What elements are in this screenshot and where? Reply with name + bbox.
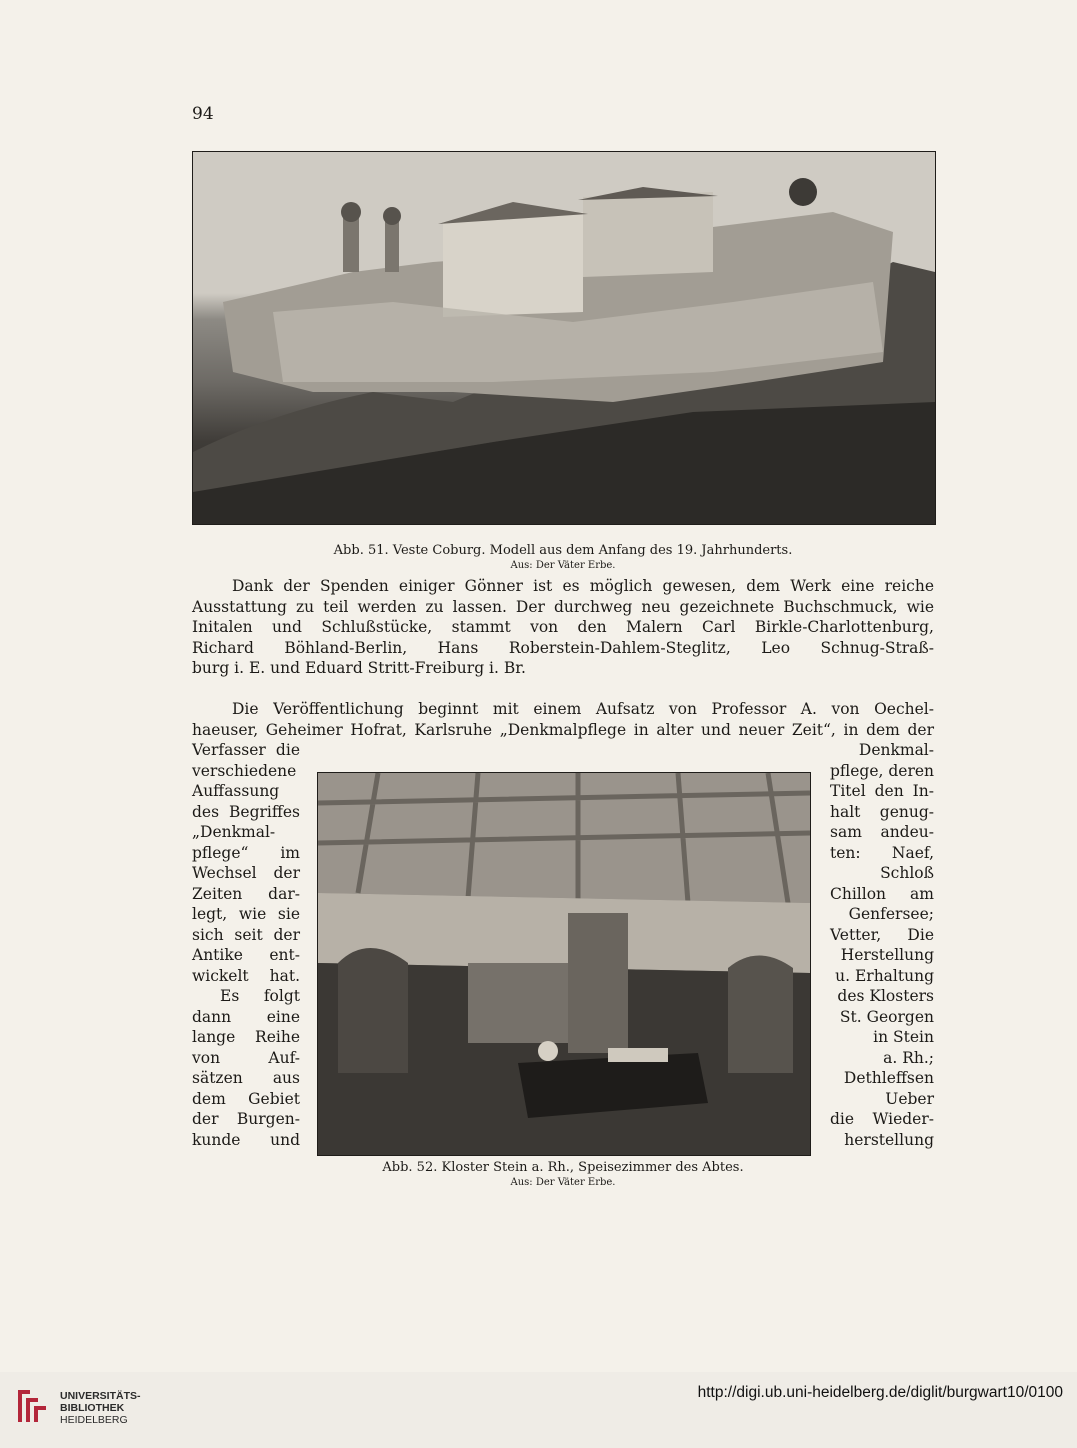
- paragraph-1: [192, 576, 934, 679]
- text-line: pflege“ im: [192, 843, 300, 862]
- source-url-link[interactable]: http://digi.ub.uni-heidelberg.de/diglit/burgwart10/0100: [697, 1384, 1063, 1401]
- text-line: Ausstattung zu teil werden zu lassen. Der durchweg neu gezeichnete Buchschmuck, wie: [192, 597, 934, 616]
- text-line: halt genug-: [830, 802, 934, 821]
- text-line: wickelt hat.: [192, 966, 300, 985]
- figure-dining-room-image: [317, 772, 811, 1156]
- text-line: kunde und: [192, 1130, 300, 1149]
- library-name-line: BIBLIOTHEK: [60, 1402, 125, 1414]
- text-line: „Denkmal-: [192, 823, 276, 841]
- text-line: Zeiten dar-: [192, 884, 300, 903]
- text-line: haeuser, Geheimer Hofrat, Karlsruhe „Denkmalpflege in alter und neuer Zeit“, in dem der: [192, 720, 934, 739]
- text-line: von Auf-: [192, 1048, 300, 1067]
- text-line: die Wieder-: [830, 1110, 934, 1128]
- text-line: Dank der Spenden einiger Gönner ist es möglich gewesen, dem Werk eine reiche: [232, 577, 934, 595]
- text-line: Ueber: [885, 1089, 934, 1108]
- text-line: Genfersee;: [848, 905, 934, 923]
- library-name: [60, 1390, 141, 1426]
- text-line: Auffassung: [192, 782, 280, 800]
- text-line: Richard Böhland-Berlin, Hans Roberstein-Dahlem-Steglitz, Leo Schnug-Straß-: [192, 638, 934, 657]
- text-line: a. Rh.;: [883, 1048, 934, 1067]
- figure-51-caption: [192, 543, 934, 571]
- library-logo-icon: [14, 1386, 50, 1426]
- wrap-text-left: [192, 740, 300, 1150]
- text-line: Es folgt: [220, 987, 300, 1005]
- text-line: des Klosters: [837, 987, 934, 1005]
- library-name-line: UNIVERSITÄTS-: [60, 1390, 141, 1402]
- text-line: Titel den In-: [830, 782, 934, 800]
- text-line: dann eine: [192, 1007, 300, 1026]
- text-line: dem Gebiet: [192, 1089, 300, 1108]
- text-line: Chillon am: [830, 884, 934, 903]
- text-line: Die Veröffentlichung beginnt mit einem Aufsatz von Professor A. von Oechel-: [232, 700, 934, 718]
- text-line: Verfasser die: [192, 741, 300, 759]
- library-name-line: HEIDELBERG: [60, 1414, 128, 1426]
- text-line: ten: Naef,: [830, 843, 934, 862]
- text-line: sich seit der: [192, 925, 300, 944]
- text-line: Denkmal-: [858, 741, 934, 759]
- text-line: Herstellung: [840, 946, 934, 964]
- text-line: Dethleffsen: [843, 1069, 934, 1087]
- figure-51-caption-text: Abb. 51. Veste Coburg. Modell aus dem Anfang des 19. Jahrhunderts.: [333, 543, 793, 558]
- text-line: der Burgen-: [192, 1110, 300, 1128]
- text-line: St. Georgen: [839, 1007, 934, 1026]
- text-line: pflege, deren: [830, 761, 935, 780]
- text-line: lange Reihe: [192, 1028, 300, 1046]
- text-line: herstellung: [844, 1130, 934, 1149]
- text-line: u. Erhaltung: [835, 966, 934, 985]
- text-line: des Begriffes: [192, 802, 300, 821]
- text-line: in Stein: [873, 1028, 934, 1046]
- figure-52-caption: [317, 1160, 809, 1188]
- text-line: Schloß: [880, 864, 934, 882]
- paragraph-2: [192, 699, 934, 740]
- wrap-text-right: [830, 740, 934, 1150]
- text-line: legt, wie sie: [192, 905, 300, 923]
- text-line: Initalen und Schlußstücke, stammt von den Malern Carl Birkle-Charlottenburg,: [192, 618, 934, 636]
- text-line: verschiedene: [192, 761, 297, 780]
- text-line: sam andeu-: [830, 823, 934, 841]
- page-number: 94: [192, 104, 214, 124]
- text-line: Wechsel der: [192, 864, 300, 882]
- text-line: Vetter, Die: [830, 925, 934, 944]
- figure-52-caption-text: Abb. 52. Kloster Stein a. Rh., Speisezimmer des Abtes.: [382, 1160, 744, 1175]
- text-line: sätzen aus: [192, 1069, 300, 1087]
- figure-52-source: Aus: Der Väter Erbe.: [510, 1177, 616, 1188]
- figure-castle-model-image: [192, 151, 936, 525]
- text-line: Antike ent-: [192, 946, 300, 964]
- text-line: burg i. E. und Eduard Stritt-Freiburg i. Br.: [192, 659, 526, 677]
- figure-51-source: Aus: Der Väter Erbe.: [510, 560, 616, 571]
